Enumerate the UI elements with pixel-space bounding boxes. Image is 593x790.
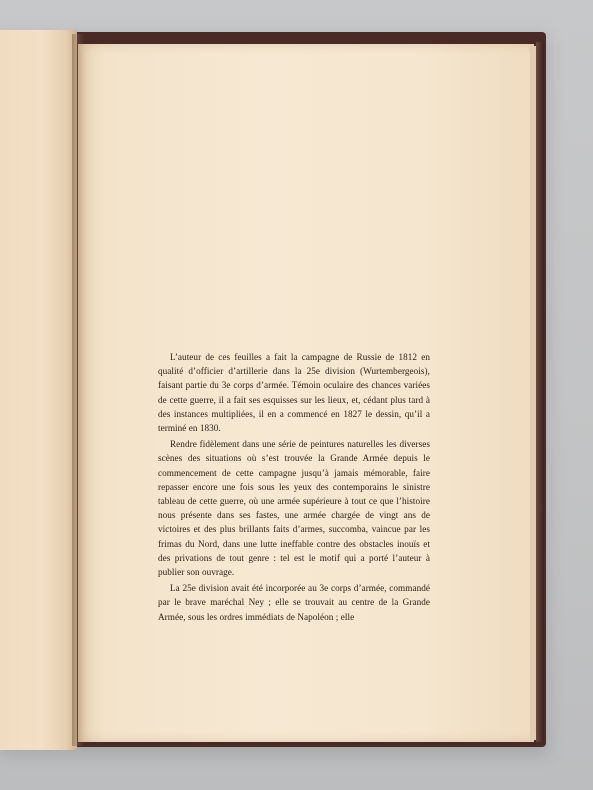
page-edges xyxy=(530,46,536,740)
paragraph-2: Rendre fidèlement dans une série de peintures naturelles les diverses scènes des situations où s’est trouvée la Grande Armée depuis le commencement de cette campagne jusqu’à jamais mémorable, faire repasser encore une fois sous les yeux des contemporains le sinistre tableau de cette guerre, où une armée supérieure à tout ce que l’histoire nous présente dans ses fastes, une armée chargée de vingt ans de victoires et des plus brillants faits d’armes, succomba, vaincue par les frimas du Nord, dans une lutte ineffable contre des obstacles inouïs et des privations de tout genre : tel est le motif qui a porté l’auteur à publier son ouvrage. xyxy=(158,439,430,578)
paragraph-1: L’auteur de ces feuilles a fait la campagne de Russie de 1812 en qualité d’officier d’artillerie dans la 25e division (Wurtembergeois), faisant partie du 3e corps d’armée. Témoin oculaire des chances variées de cette guerre, il a fait ses esquisses sur les lieux, et, cédant plus tard à des instances multipliées, il en a commencé en 1827 le dessin, qu’il a terminé en 1830. xyxy=(158,352,430,434)
book-gutter xyxy=(72,34,84,746)
cover-edge xyxy=(536,42,544,742)
left-page xyxy=(0,30,77,750)
paragraph-3: La 25e division avait été incorporée au 3e corps d’armée, commandé par le brave maréchal Ney ; elle se trouvait au centre de la Grande Armée, sous les ordres immédiats de Napoléon ; elle xyxy=(158,583,430,622)
printed-text-block xyxy=(158,350,430,626)
